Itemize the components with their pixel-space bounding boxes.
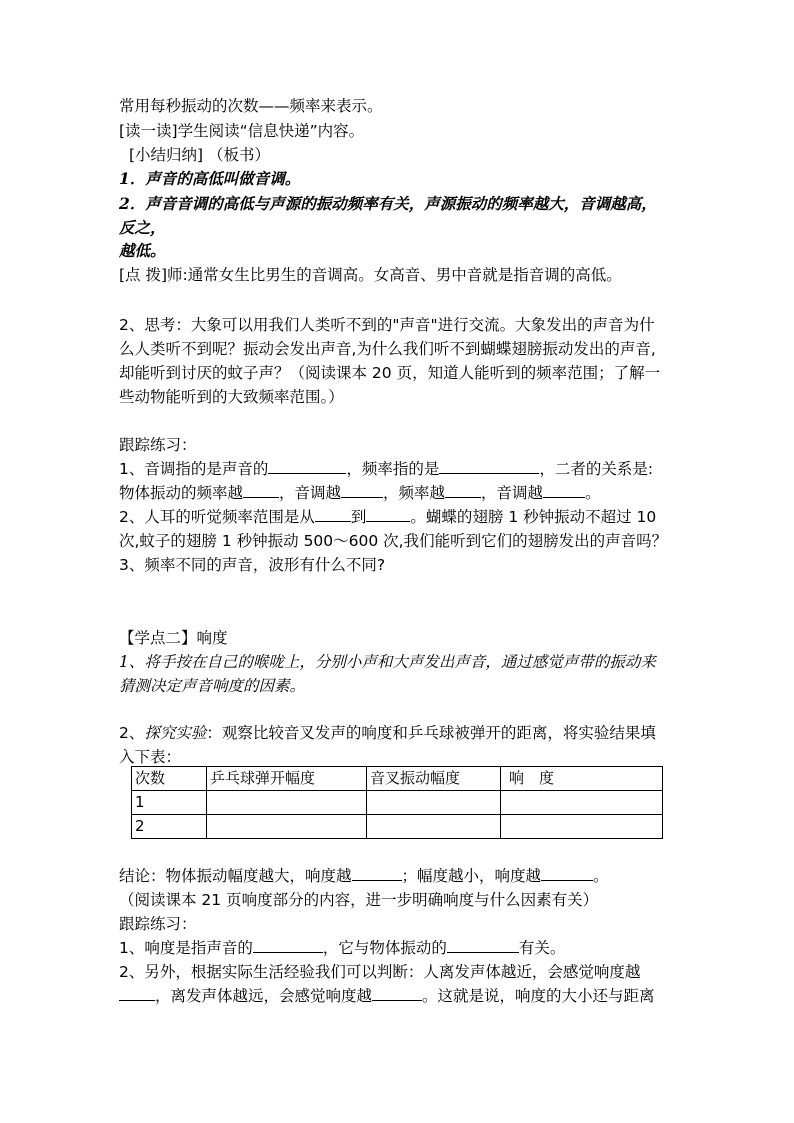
table-cell[interactable] xyxy=(207,791,367,815)
exercise-2-cont: 次,蚊子的翅膀 1 秒钟振动 500～600 次,我们能听到它们的翅膀发出的声音吗？ xyxy=(119,532,668,550)
teacher-note: [点 拨]师:通常女生比男生的音调高。女高音、男中音就是指音调的高低。 xyxy=(119,266,622,284)
reading-note: （阅读课本 21 页响度部分的内容，进一步明确响度与什么因素有关） xyxy=(119,891,599,909)
table-cell[interactable] xyxy=(501,815,663,839)
table-header: 响 度 xyxy=(501,767,663,791)
exercise-1: 1、响度是指声音的 ，它与物体振动的 有关。 xyxy=(119,939,566,957)
summary-point-2: 2．声音音调的高低与声源的振动频率有关，声源振动的频率越大，音调越高， xyxy=(119,194,657,213)
exercise-heading: 跟踪练习： xyxy=(119,915,197,933)
exercise-1: 1、音调指的是声音的 ，频率指的是 ，二者的关系是: xyxy=(119,460,654,478)
summary-point-2-cont: 越低。 xyxy=(119,241,166,260)
table-header-row xyxy=(132,767,663,791)
text-line: 常用每秒振动的次数——频率来表示。 xyxy=(119,97,383,115)
exercise-heading: 跟踪练习： xyxy=(119,436,197,454)
exercise-2: 2、人耳的听觉频率范围是从 到 。蝴蝶的翅膀 1 秒钟振动不超过 10 xyxy=(119,508,657,526)
table-cell: 2 xyxy=(132,815,207,839)
section-heading: [小结归纳] （板书） xyxy=(129,146,271,164)
activity-1: 1、将手按在自己的喉咙上，分别小声和大声发出声音，通过感觉声带的振动来 xyxy=(119,653,656,671)
experiment-table xyxy=(131,766,663,839)
table-cell: 1 xyxy=(132,791,207,815)
exercise-2-cont: ，离发声体越远，会感觉响度越 。这就是说，响度的大小还与距离 xyxy=(119,985,655,1007)
exercise-2: 2、另外，根据实际生活经验我们可以判断：人离发声体越近，会感觉响度越 xyxy=(119,963,641,981)
exercise-3: 3、频率不同的声音，波形有什么不同? xyxy=(119,556,386,574)
summary-point-1: 1．声音的高低叫做音调。 xyxy=(119,169,301,188)
table-header: 次数 xyxy=(132,767,207,791)
section-heading: 【学点二】响度 xyxy=(119,629,228,647)
text-line: 2、思考：大象可以用我们人类听不到的"声音"进行交流。大象发出的声音为什 xyxy=(119,316,655,334)
fill-blank[interactable] xyxy=(119,986,155,1001)
activity-1-cont: 猜测决定声音响度的因素。 xyxy=(119,677,306,695)
table-header: 音叉振动幅度 xyxy=(367,767,501,791)
fill-blank[interactable] xyxy=(447,938,519,953)
table-cell[interactable] xyxy=(207,815,367,839)
text-line: [读一读]学生阅读“信息快递”内容。 xyxy=(119,122,365,140)
table-cell[interactable] xyxy=(367,815,501,839)
exercise-1-cont: 物体振动的频率越 ，音调越 ，频率越 ，音调越 。 xyxy=(119,484,601,502)
fill-blank[interactable] xyxy=(543,483,585,498)
table-row xyxy=(132,791,663,815)
table-header: 乒乓球弹开幅度 xyxy=(207,767,367,791)
fill-blank[interactable] xyxy=(315,507,351,522)
conclusion: 结论：物体振动幅度越大，响度越 ；幅度越小，响度越 。 xyxy=(119,867,609,885)
text-line: 些动物能听到的大致频率范围。） xyxy=(119,388,344,406)
fill-blank[interactable] xyxy=(253,938,323,953)
summary-point-2-cont: 反之， xyxy=(119,218,166,237)
text-line: 么人类听不到呢？振动会发出声音,为什么我们听不到蝴蝶翅膀振动发出的声音, xyxy=(119,340,656,358)
fill-blank[interactable] xyxy=(541,866,593,881)
fill-blank[interactable] xyxy=(352,866,402,881)
table-cell[interactable] xyxy=(501,791,663,815)
fill-blank[interactable] xyxy=(372,986,422,1001)
text-line: 却能听到讨厌的蚊子声？（阅读课本 20 页，知道人能听到的频率范围；了解一 xyxy=(119,364,661,382)
activity-2-cont: 入下表： xyxy=(119,748,182,766)
fill-blank[interactable] xyxy=(439,459,539,474)
table-row xyxy=(132,815,663,839)
fill-blank[interactable] xyxy=(445,483,481,498)
fill-blank[interactable] xyxy=(268,459,346,474)
fill-blank[interactable] xyxy=(366,507,410,522)
fill-blank[interactable] xyxy=(341,483,383,498)
activity-2: 2、探究实验：观察比较音叉发声的响度和乒乓球被弹开的距离，将实验结果填 xyxy=(119,724,656,742)
table-cell[interactable] xyxy=(367,791,501,815)
fill-blank[interactable] xyxy=(243,483,279,498)
